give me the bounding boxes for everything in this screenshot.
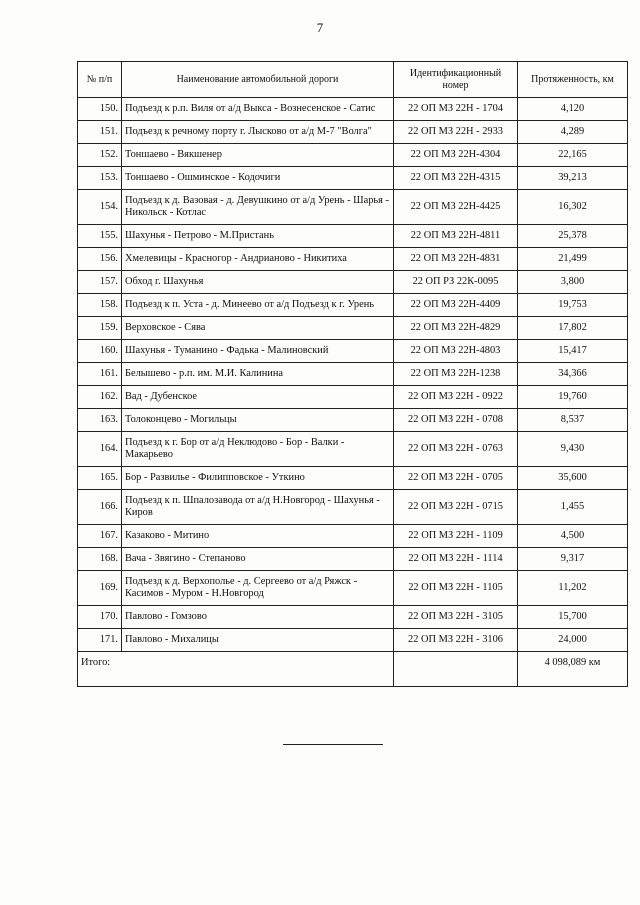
table-row xyxy=(78,490,628,525)
table-row xyxy=(78,317,628,340)
road-id: 22 ОП РЗ 22К-0095 xyxy=(394,271,518,294)
road-id: 22 ОП МЗ 22Н - 0715 xyxy=(394,490,518,525)
road-id: 22 ОП МЗ 22Н - 1704 xyxy=(394,98,518,121)
road-length: 9,430 xyxy=(518,432,628,467)
table-row xyxy=(78,98,628,121)
road-name: Вача - Звягино - Степаново xyxy=(122,548,394,571)
road-name: Верховское - Сява xyxy=(122,317,394,340)
row-number: 161. xyxy=(78,363,122,386)
road-length: 4,120 xyxy=(518,98,628,121)
road-length: 3,800 xyxy=(518,271,628,294)
header-id: Идентификационный номер xyxy=(394,62,518,98)
signature-line xyxy=(283,744,383,745)
road-length: 8,537 xyxy=(518,409,628,432)
road-length: 25,378 xyxy=(518,225,628,248)
road-id: 22 ОП МЗ 22Н-4409 xyxy=(394,294,518,317)
road-length: 19,760 xyxy=(518,386,628,409)
road-id: 22 ОП МЗ 22Н - 0708 xyxy=(394,409,518,432)
table-row xyxy=(78,386,628,409)
row-number: 169. xyxy=(78,571,122,606)
road-id: 22 ОП МЗ 22Н-4831 xyxy=(394,248,518,271)
row-number: 163. xyxy=(78,409,122,432)
table-row xyxy=(78,629,628,652)
road-length: 15,417 xyxy=(518,340,628,363)
row-number: 168. xyxy=(78,548,122,571)
road-length: 34,366 xyxy=(518,363,628,386)
table-row xyxy=(78,571,628,606)
road-length: 15,700 xyxy=(518,606,628,629)
row-number: 155. xyxy=(78,225,122,248)
road-name: Подъезд к п. Шпалозавода от а/д Н.Новгород - Шахунья - Киров xyxy=(122,490,394,525)
road-id: 22 ОП МЗ 22Н-4829 xyxy=(394,317,518,340)
row-number: 171. xyxy=(78,629,122,652)
row-number: 152. xyxy=(78,144,122,167)
road-length: 1,455 xyxy=(518,490,628,525)
road-id: 22 ОП МЗ 22Н - 1114 xyxy=(394,548,518,571)
table-row xyxy=(78,432,628,467)
road-name: Подъезд к д. Вазовая - д. Девушкино от а/д Урень - Шарья - Никольск - Котлас xyxy=(122,190,394,225)
road-name: Павлово - Михалицы xyxy=(122,629,394,652)
road-length: 16,302 xyxy=(518,190,628,225)
header-name: Наименование автомобильной дороги xyxy=(122,62,394,98)
table-row xyxy=(78,294,628,317)
road-name: Шахунья - Петрово - М.Пристань xyxy=(122,225,394,248)
road-id: 22 ОП МЗ 22Н - 1105 xyxy=(394,571,518,606)
road-length: 4,289 xyxy=(518,121,628,144)
road-id: 22 ОП МЗ 22Н - 1109 xyxy=(394,525,518,548)
road-id: 22 ОП МЗ 22Н-1238 xyxy=(394,363,518,386)
table-row xyxy=(78,467,628,490)
road-name: Подъезд к р.п. Виля от а/д Выкса - Вознесенское - Сатис xyxy=(122,98,394,121)
row-number: 150. xyxy=(78,98,122,121)
road-id: 22 ОП МЗ 22Н-4304 xyxy=(394,144,518,167)
table-row xyxy=(78,121,628,144)
row-number: 157. xyxy=(78,271,122,294)
road-name: Тоншаево - Вякшенер xyxy=(122,144,394,167)
total-row xyxy=(78,652,628,687)
table-row xyxy=(78,144,628,167)
road-name: Подъезд к речному порту г. Лысково от а/д М-7 "Волга" xyxy=(122,121,394,144)
road-id: 22 ОП МЗ 22Н - 3105 xyxy=(394,606,518,629)
table-row xyxy=(78,363,628,386)
roads-table xyxy=(77,61,628,687)
row-number: 170. xyxy=(78,606,122,629)
road-id: 22 ОП МЗ 22Н - 0922 xyxy=(394,386,518,409)
road-name: Белышево - р.п. им. М.И. Калинина xyxy=(122,363,394,386)
road-name: Хмелевицы - Красногор - Андрианово - Никитиха xyxy=(122,248,394,271)
row-number: 164. xyxy=(78,432,122,467)
road-length: 17,802 xyxy=(518,317,628,340)
header-length: Протяженность, км xyxy=(518,62,628,98)
road-name: Тоншаево - Ошминское - Кодочиги xyxy=(122,167,394,190)
road-length: 21,499 xyxy=(518,248,628,271)
table-row xyxy=(78,225,628,248)
road-name: Подъезд к г. Бор от а/д Неклюдово - Бор - Валки - Макарьево xyxy=(122,432,394,467)
table-row xyxy=(78,525,628,548)
road-id: 22 ОП МЗ 22Н - 2933 xyxy=(394,121,518,144)
row-number: 167. xyxy=(78,525,122,548)
total-empty-cell xyxy=(394,652,518,687)
road-length: 35,600 xyxy=(518,467,628,490)
row-number: 156. xyxy=(78,248,122,271)
road-length: 11,202 xyxy=(518,571,628,606)
road-id: 22 ОП МЗ 22Н - 0763 xyxy=(394,432,518,467)
row-number: 165. xyxy=(78,467,122,490)
table-row xyxy=(78,548,628,571)
table-row xyxy=(78,340,628,363)
table-row xyxy=(78,248,628,271)
road-name: Павлово - Гомзово xyxy=(122,606,394,629)
page-number: 7 xyxy=(316,20,324,35)
road-name: Вад - Дубенское xyxy=(122,386,394,409)
header-number: № п/п xyxy=(78,62,122,98)
road-id: 22 ОП МЗ 22Н-4811 xyxy=(394,225,518,248)
row-number: 162. xyxy=(78,386,122,409)
road-length: 22,165 xyxy=(518,144,628,167)
total-value: 4 098,089 км xyxy=(518,652,628,687)
road-name: Подъезд к п. Уста - д. Минеево от а/д Подъезд к г. Урень xyxy=(122,294,394,317)
road-id: 22 ОП МЗ 22Н - 3106 xyxy=(394,629,518,652)
road-length: 4,500 xyxy=(518,525,628,548)
road-id: 22 ОП МЗ 22Н-4803 xyxy=(394,340,518,363)
row-number: 158. xyxy=(78,294,122,317)
road-name: Шахунья - Туманино - Фадька - Малиновский xyxy=(122,340,394,363)
table-row xyxy=(78,606,628,629)
row-number: 151. xyxy=(78,121,122,144)
road-id: 22 ОП МЗ 22Н-4425 xyxy=(394,190,518,225)
row-number: 153. xyxy=(78,167,122,190)
table-row xyxy=(78,409,628,432)
table-header-row xyxy=(78,62,628,98)
table-row xyxy=(78,190,628,225)
table-row xyxy=(78,167,628,190)
row-number: 166. xyxy=(78,490,122,525)
total-label: Итого: xyxy=(78,652,394,687)
road-id: 22 ОП МЗ 22Н-4315 xyxy=(394,167,518,190)
road-name: Бор - Развилье - Филипповское - Уткино xyxy=(122,467,394,490)
road-id: 22 ОП МЗ 22Н - 0705 xyxy=(394,467,518,490)
row-number: 160. xyxy=(78,340,122,363)
road-length: 9,317 xyxy=(518,548,628,571)
road-length: 19,753 xyxy=(518,294,628,317)
row-number: 159. xyxy=(78,317,122,340)
table-row xyxy=(78,271,628,294)
road-length: 24,000 xyxy=(518,629,628,652)
row-number: 154. xyxy=(78,190,122,225)
road-name: Казаково - Митино xyxy=(122,525,394,548)
road-name: Подъезд к д. Верхополье - д. Сергеево от а/д Ряжск - Касимов - Муром - Н.Новгород xyxy=(122,571,394,606)
road-name: Обход г. Шахунья xyxy=(122,271,394,294)
road-name: Толоконцево - Могильцы xyxy=(122,409,394,432)
road-length: 39,213 xyxy=(518,167,628,190)
